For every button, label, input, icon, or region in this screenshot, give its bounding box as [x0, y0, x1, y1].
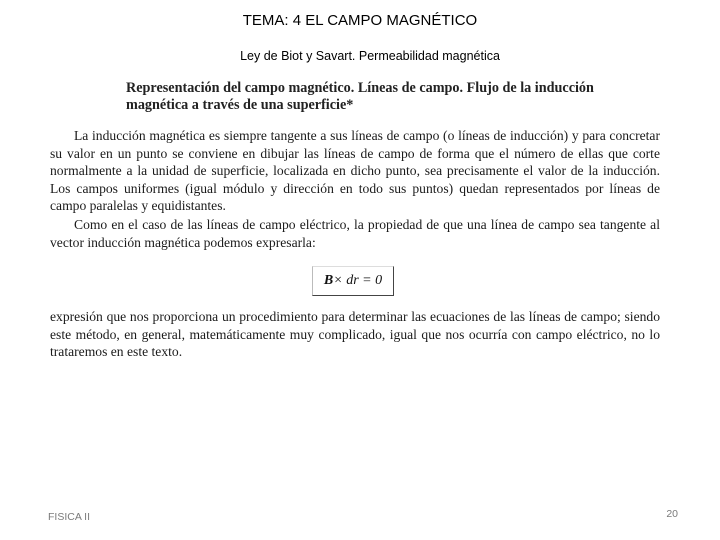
paragraph-expression: expresión que nos proporciona un procedimiento para determinar las ecuaciones de las líneas de campo; siendo este método, en general, matemáticamente muy complicado, igual que nos ocurría con campo eléctrico, no lo trataremos en este texto.: [50, 309, 660, 360]
equation-vector-b: B: [323, 273, 334, 288]
paragraph-field-lines: La inducción magnética es siempre tangente a sus líneas de campo (o líneas de inducción) y para concretar su valor en un punto se conviene en dibujar las líneas de campo de forma que el número de ellas que corte normalmente a la unidad de superficie, localizada en dicho punto, sea precisamente el valor de la inducción. Los campos uniformes (igual módulo y dirección en todo sus puntos) quedan representados por líneas de campo paralelas y equidistantes.: [50, 128, 660, 214]
equation-box: [312, 266, 394, 296]
footer-course-label: FISICA II: [48, 511, 91, 523]
slide-subtitle: Ley de Biot y Savart. Permeabilidad magnética: [240, 49, 500, 63]
footer-page-number: 20: [666, 508, 678, 520]
equation-rest: × dr = 0: [333, 273, 383, 288]
section-heading: Representación del campo magnético. Líneas de campo. Flujo de la inducción magnética a través de una superficie*: [126, 80, 594, 113]
slide-title: TEMA: 4 EL CAMPO MAGNÉTICO: [242, 12, 478, 29]
paragraph-tangent-property: Como en el caso de las líneas de campo eléctrico, la propiedad de que una línea de campo sea tangente al vector inducción magnética podemos expresarla:: [50, 217, 660, 250]
